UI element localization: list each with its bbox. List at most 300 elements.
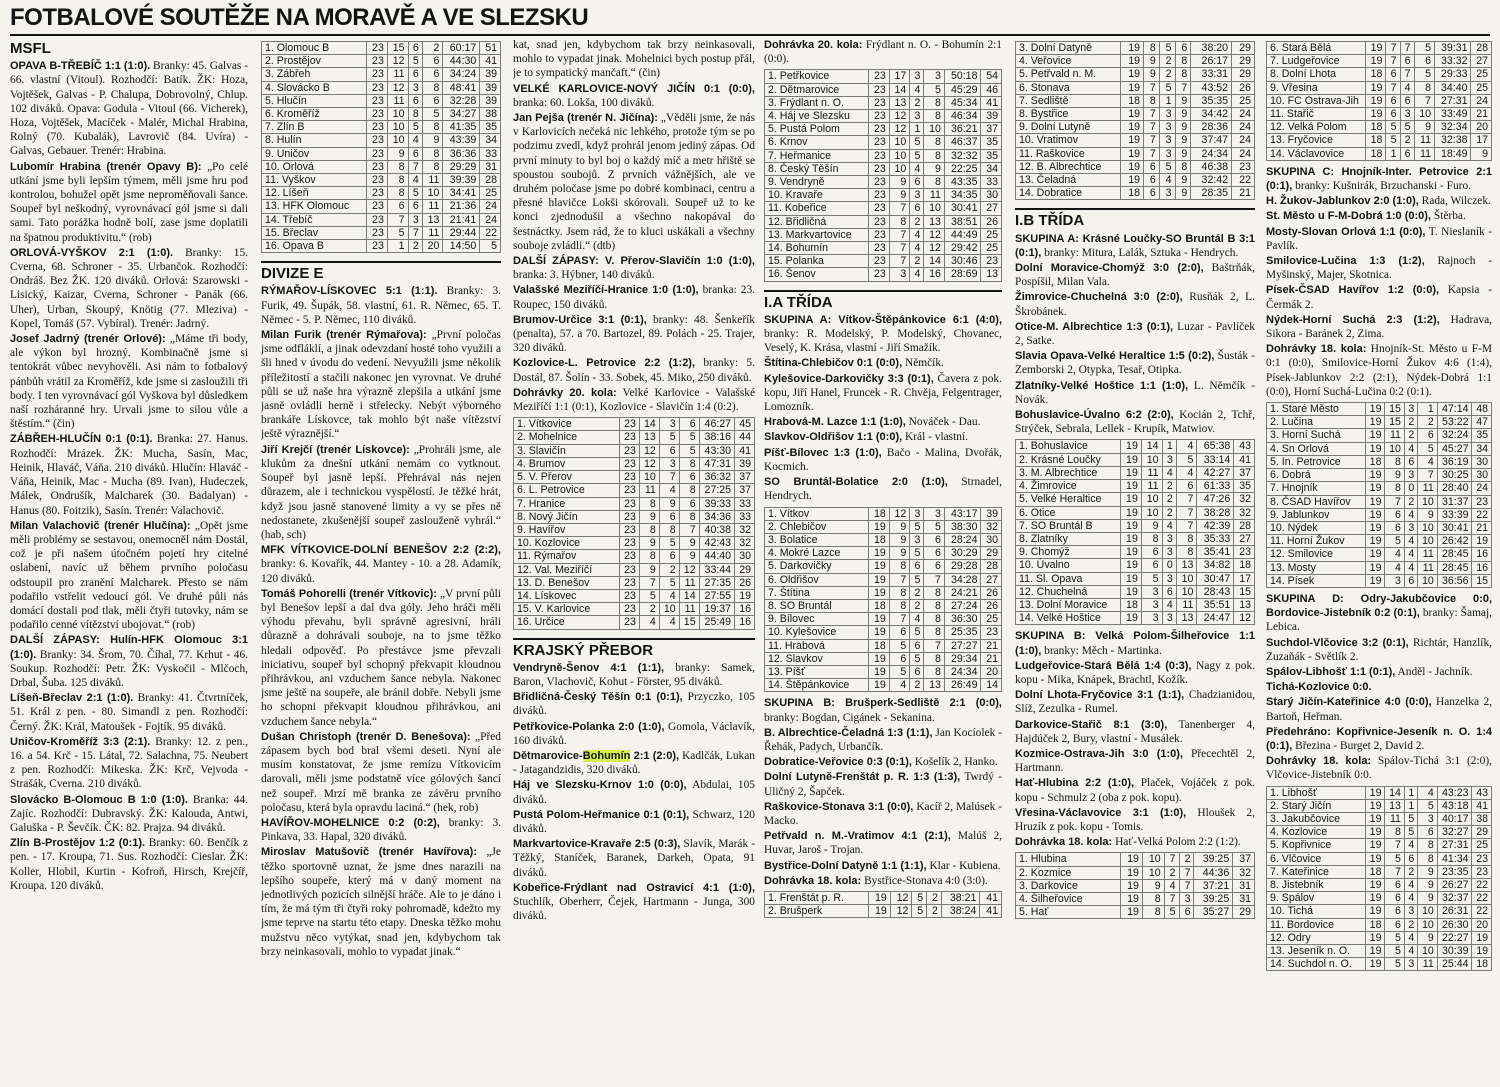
stat-cell: 3 bbox=[659, 418, 679, 431]
stat-cell: 10 bbox=[1176, 585, 1197, 598]
stat-cell: 16 bbox=[735, 603, 755, 616]
stat-cell: 11 bbox=[422, 200, 443, 213]
standings-table bbox=[764, 891, 1002, 918]
stat-cell: 18 bbox=[1366, 68, 1386, 81]
stat-cell: 19 bbox=[1121, 121, 1144, 134]
stat-cell: 42:39 bbox=[1197, 519, 1234, 532]
table-row bbox=[1267, 94, 1492, 107]
team-cell: 11. Hrabová bbox=[765, 639, 869, 652]
match-lead: H. Žukov-Jablunkov 2:0 (1:0), bbox=[1266, 195, 1419, 208]
match-lead: Slavia Opava-Velké Heraltice 1:5 (0:2), bbox=[1015, 350, 1215, 363]
stat-cell: 35 bbox=[981, 136, 1002, 149]
stat-cell: 11 bbox=[1385, 812, 1404, 825]
team-cell: 13. Jeseník n. O. bbox=[1267, 945, 1366, 958]
stat-cell: 19 bbox=[1366, 561, 1385, 574]
stat-cell: 9 bbox=[1418, 878, 1437, 891]
match-lead: ORLOVÁ-VYŠKOV 2:1 (1:0). bbox=[10, 246, 174, 259]
stat-cell: 3 bbox=[1162, 612, 1176, 625]
stat-cell: 39 bbox=[981, 110, 1002, 123]
stat-cell: 7 bbox=[1385, 839, 1404, 852]
stat-cell: 17 bbox=[889, 70, 910, 83]
table-row bbox=[1267, 548, 1492, 561]
stat-cell: 31 bbox=[1233, 879, 1255, 892]
stat-cell: 7 bbox=[408, 226, 422, 239]
article-paragraph bbox=[1015, 835, 1255, 849]
stat-cell: 26:17 bbox=[1191, 55, 1232, 68]
table-row bbox=[262, 200, 501, 213]
stat-cell: 19 bbox=[1121, 440, 1142, 453]
stat-cell: 7 bbox=[1400, 42, 1414, 55]
table-row bbox=[1267, 403, 1492, 416]
table-row bbox=[1016, 81, 1255, 94]
stat-cell: 4 bbox=[1404, 945, 1417, 958]
stat-cell: 23 bbox=[620, 418, 640, 431]
stat-cell: 23:35 bbox=[1437, 865, 1472, 878]
team-cell: 3. Jakubčovice bbox=[1267, 812, 1366, 825]
article-paragraph bbox=[513, 386, 755, 414]
stat-cell: 41:35 bbox=[443, 121, 480, 134]
stat-cell: 3 bbox=[1141, 598, 1162, 611]
article-text: Košelík 2, Hanko. bbox=[911, 756, 998, 769]
stat-cell: 9 bbox=[659, 497, 679, 510]
stat-cell: 19 bbox=[1121, 506, 1142, 519]
stat-cell: 23 bbox=[869, 228, 890, 241]
stat-cell: 20 bbox=[1472, 918, 1492, 931]
match-lead: SKUPINA A: Vítkov-Štěpánkovice 6:1 (4:0), bbox=[764, 313, 1002, 326]
match-lead: Dolní Lutyně-Frenštát p. R. 1:3 (1:3), bbox=[764, 771, 961, 784]
stat-cell: 7 bbox=[1176, 506, 1197, 519]
table-row bbox=[514, 576, 755, 589]
stat-cell: 8 bbox=[387, 187, 408, 200]
stat-cell: 19 bbox=[1121, 42, 1144, 55]
stat-cell: 9 bbox=[422, 134, 443, 147]
stat-cell: 19 bbox=[1366, 839, 1385, 852]
article-paragraph bbox=[10, 519, 248, 633]
stat-cell: 46:37 bbox=[944, 136, 981, 149]
stat-cell: 2 bbox=[1162, 480, 1176, 493]
stat-cell: 48 bbox=[1472, 403, 1492, 416]
team-cell: 6. Dobrá bbox=[1267, 469, 1366, 482]
stat-cell: 26 bbox=[981, 599, 1002, 612]
stat-cell: 11 bbox=[1141, 466, 1162, 479]
stat-cell: 6 bbox=[659, 550, 679, 563]
stat-cell: 21 bbox=[981, 652, 1002, 665]
article-text: Kapsia - Čermák 2. bbox=[1266, 284, 1492, 311]
stat-cell: 10 bbox=[387, 121, 408, 134]
stat-cell: 7 bbox=[1414, 94, 1434, 107]
stat-cell: 2 bbox=[1404, 416, 1417, 429]
stat-cell: 8 bbox=[1418, 852, 1437, 865]
stat-cell: 15 bbox=[679, 616, 699, 629]
table-row bbox=[1016, 853, 1255, 866]
stat-cell: 4 bbox=[1418, 455, 1437, 468]
stat-cell: 43:18 bbox=[1437, 799, 1472, 812]
article-text: Hloušek 2, Hruzík z pok. kopu - Tomis. bbox=[1015, 806, 1255, 833]
match-lead: Předehráno: Kopřivnice-Jeseník n. O. 1:4 (0:1), bbox=[1266, 725, 1492, 752]
stat-cell: 19 bbox=[1366, 892, 1385, 905]
stat-cell: 10 bbox=[1418, 905, 1437, 918]
stat-cell: 3 bbox=[1162, 546, 1176, 559]
match-lead: Petřkovice-Polanka 2:0 (1:0), bbox=[513, 720, 665, 733]
stat-cell: 9 bbox=[1175, 108, 1191, 121]
stat-cell: 29:42 bbox=[944, 242, 981, 255]
stat-cell: 34 bbox=[981, 162, 1002, 175]
table-row bbox=[1267, 416, 1492, 429]
stat-cell: 9 bbox=[1471, 147, 1492, 160]
table-row bbox=[765, 573, 1002, 586]
article-paragraph bbox=[1015, 261, 1255, 289]
stat-cell: 1 bbox=[1386, 147, 1400, 160]
match-lead: HAVÍŘOV-MOHELNICE 0:2 (0:2), bbox=[261, 816, 440, 829]
article-text: branky: Kušnirák, Brzuchanski - Furo. bbox=[1292, 180, 1472, 193]
team-cell: 7. Sedliště bbox=[1016, 94, 1121, 107]
stat-cell: 21 bbox=[981, 639, 1002, 652]
standings-table bbox=[513, 417, 755, 629]
stat-cell: 19 bbox=[1366, 931, 1385, 944]
stat-cell: 23 bbox=[620, 444, 640, 457]
table-row bbox=[765, 626, 1002, 639]
table-row bbox=[1267, 42, 1492, 55]
article-text: branky: 48. Šenkeřík (penalta), 57. a 70. Bartozel, 89. Polách - 25. Trajer, 320 diváků. bbox=[513, 313, 755, 355]
stat-cell: 47:31 bbox=[699, 457, 734, 470]
team-cell: 4. Háj ve Slezsku bbox=[765, 110, 869, 123]
stat-cell: 8 bbox=[1385, 826, 1404, 839]
stat-cell: 25:49 bbox=[699, 616, 734, 629]
table-row bbox=[262, 213, 501, 226]
stat-cell: 21:41 bbox=[443, 213, 480, 226]
article-paragraph bbox=[1015, 320, 1255, 348]
stat-cell: 32 bbox=[735, 523, 755, 536]
table-row bbox=[1267, 786, 1492, 799]
stat-cell: 8 bbox=[1144, 94, 1160, 107]
stat-cell: 13 bbox=[422, 213, 443, 226]
article-paragraph bbox=[1266, 695, 1492, 723]
article-paragraph bbox=[513, 313, 755, 356]
stat-cell: 7 bbox=[1385, 865, 1404, 878]
stat-cell: 3 bbox=[1162, 532, 1176, 545]
stat-cell: 23 bbox=[1472, 865, 1492, 878]
article-text: „Po celé utkání jsme byli lepším týmem, měli jsme hru pod kontrolou, bohužel opět jsme neproměňovali šance. Soupeř byl neškodný, vyrovnávací gól jsme si dali sami. Tato porážka hodně bolí, zase jsme doplatili na špatnou produktivitu.“ (rob) bbox=[10, 160, 248, 244]
stat-cell: 23 bbox=[869, 149, 890, 162]
table-row bbox=[765, 215, 1002, 228]
stat-cell: 34:36 bbox=[699, 510, 734, 523]
stat-cell: 19 bbox=[1366, 94, 1386, 107]
stat-cell: 7 bbox=[1386, 55, 1400, 68]
stat-cell: 16 bbox=[924, 268, 945, 281]
stat-cell: 6 bbox=[422, 94, 443, 107]
match-lead: Slovácko B-Olomouc B 1:0 (1:0). bbox=[10, 793, 188, 806]
stat-cell: 7 bbox=[1144, 81, 1160, 94]
stat-cell: 2 bbox=[910, 599, 924, 612]
stat-cell: 8 bbox=[1142, 892, 1164, 905]
table-row bbox=[765, 123, 1002, 136]
stat-cell: 13 bbox=[1176, 612, 1197, 625]
article-text: Rajnoch - Myšinský, Majer, Skotnica. bbox=[1266, 255, 1492, 282]
stat-cell: 18:49 bbox=[1435, 147, 1471, 160]
stat-cell: 19 bbox=[1366, 469, 1385, 482]
match-lead: Starý Jičín-Kateřinice 4:0 (0:0), bbox=[1266, 696, 1432, 709]
stat-cell: 19 bbox=[869, 905, 891, 918]
stat-cell: 7 bbox=[889, 202, 910, 215]
stat-cell: 29:33 bbox=[1435, 68, 1471, 81]
stat-cell: 5 bbox=[1404, 812, 1417, 825]
article-paragraph bbox=[1266, 254, 1492, 282]
stat-cell: 19 bbox=[869, 652, 890, 665]
stat-cell: 48:41 bbox=[443, 81, 480, 94]
stat-cell: 15 bbox=[1234, 585, 1255, 598]
article-text: Hanzelka 2, Bartoň, Heřman. bbox=[1266, 696, 1492, 723]
match-lead: Markvartovice-Kravaře 2:5 (0:3), bbox=[513, 838, 681, 851]
stat-cell: 1 bbox=[387, 240, 408, 253]
stat-cell: 7 bbox=[1400, 68, 1414, 81]
stat-cell: 13 bbox=[924, 215, 945, 228]
team-cell: 10. Nýdek bbox=[1267, 521, 1366, 534]
stat-cell: 5 bbox=[889, 665, 910, 678]
article-text: branka: 23. Roupec, 150 diváků. bbox=[513, 284, 755, 311]
stat-cell: 6 bbox=[1385, 508, 1404, 521]
article-paragraph bbox=[261, 816, 501, 844]
article-paragraph bbox=[1015, 408, 1255, 436]
article-text: T. Nieslaník - Pavlík. bbox=[1266, 225, 1492, 252]
stat-cell: 1 bbox=[1418, 403, 1437, 416]
stat-cell: 2 bbox=[927, 891, 942, 904]
match-lead: SKUPINA B: Brušperk-Sedliště 2:1 (0:0), bbox=[764, 697, 1002, 710]
article-paragraph bbox=[513, 778, 755, 806]
stat-cell: 19 bbox=[1366, 482, 1385, 495]
article-paragraph bbox=[10, 246, 248, 331]
stat-cell: 34:41 bbox=[443, 187, 480, 200]
table-row bbox=[262, 81, 501, 94]
stat-cell: 4 bbox=[1385, 548, 1404, 561]
team-cell: 3. Dolní Datyně bbox=[1016, 42, 1121, 55]
article-paragraph bbox=[1015, 659, 1255, 687]
team-cell: 8. Zlatníky bbox=[1016, 532, 1121, 545]
match-lead: Kobeřice-Frýdlant nad Ostravicí 4:1 (1:0), bbox=[513, 881, 755, 894]
team-cell: 9. Bílovec bbox=[765, 613, 869, 626]
team-cell: 12. Smilovice bbox=[1267, 548, 1366, 561]
stat-cell: 11 bbox=[1414, 134, 1434, 147]
masthead bbox=[10, 4, 1490, 36]
stat-cell: 30 bbox=[735, 550, 755, 563]
stat-cell: 34:35 bbox=[944, 189, 981, 202]
stat-cell: 8 bbox=[1142, 906, 1164, 919]
stat-cell: 28:43 bbox=[1197, 585, 1234, 598]
stat-cell: 43:52 bbox=[1191, 81, 1232, 94]
stat-cell: 38:24 bbox=[941, 905, 979, 918]
article-paragraph bbox=[1015, 232, 1255, 260]
stat-cell: 19 bbox=[1121, 55, 1144, 68]
team-cell: 7. Hnojník bbox=[1267, 482, 1366, 495]
stat-cell: 8 bbox=[924, 136, 945, 149]
stat-cell: 4 bbox=[910, 83, 924, 96]
team-cell: 5. Hať bbox=[1016, 906, 1121, 919]
article-text: L. Němčík - Novák. bbox=[1015, 379, 1255, 406]
team-cell: 8. Dolní Lhota bbox=[1267, 68, 1366, 81]
stat-cell: 6 bbox=[1400, 94, 1414, 107]
team-cell: 4. Veřovice bbox=[1016, 55, 1121, 68]
stat-cell: 33 bbox=[735, 510, 755, 523]
team-cell: 8. Jistebník bbox=[1267, 878, 1366, 891]
stat-cell: 6 bbox=[1386, 68, 1400, 81]
table-row bbox=[1267, 892, 1492, 905]
match-lead: Bohuslavice-Úvalno 6:2 (2:0), bbox=[1015, 409, 1174, 422]
stat-cell: 30:47 bbox=[1197, 572, 1234, 585]
stat-cell: 10 bbox=[1385, 442, 1404, 455]
stat-cell: 44 bbox=[735, 431, 755, 444]
article-paragraph bbox=[1015, 806, 1255, 834]
stat-cell: 21:36 bbox=[443, 200, 480, 213]
stat-cell: 36:19 bbox=[1437, 455, 1472, 468]
stat-cell: 11 bbox=[1418, 548, 1437, 561]
stat-cell: 4 bbox=[910, 613, 924, 626]
stat-cell: 2 bbox=[659, 563, 679, 576]
match-lead: Břidličná-Český Těšín 0:1 (0:1), bbox=[513, 691, 683, 704]
stat-cell: 12 bbox=[890, 891, 912, 904]
stat-cell: 6 bbox=[1162, 585, 1176, 598]
stat-cell: 33:14 bbox=[1197, 453, 1234, 466]
stat-cell: 5 bbox=[924, 520, 945, 533]
article-paragraph bbox=[1015, 290, 1255, 318]
stat-cell: 10 bbox=[1418, 521, 1437, 534]
stat-cell: 27:55 bbox=[699, 589, 734, 602]
stat-cell: 23 bbox=[620, 484, 640, 497]
stat-cell: 19 bbox=[1366, 403, 1385, 416]
stat-cell: 18 bbox=[1121, 598, 1142, 611]
stat-cell: 23 bbox=[869, 123, 890, 136]
stat-cell: 22:27 bbox=[1437, 931, 1472, 944]
highlighted-team: Bohumín bbox=[582, 749, 631, 762]
article-text: Šusták - Zemborski 2, Otypka, Tesař, Otipka. bbox=[1015, 350, 1255, 377]
table-row bbox=[1016, 440, 1255, 453]
stat-cell: 14 bbox=[1385, 786, 1404, 799]
table-row bbox=[1267, 561, 1492, 574]
stat-cell: 4 bbox=[1159, 174, 1175, 187]
team-cell: 11. Vyškov bbox=[262, 174, 367, 187]
stat-cell: 7 bbox=[1385, 495, 1404, 508]
stat-cell: 40:17 bbox=[1437, 812, 1472, 825]
stat-cell: 4 bbox=[1404, 508, 1417, 521]
match-lead: Dolní Lhota-Fryčovice 3:1 (1:1), bbox=[1015, 689, 1185, 702]
team-cell: 9. Vendryně bbox=[765, 176, 869, 189]
stat-cell: 1 bbox=[1404, 786, 1417, 799]
team-cell: 8. Bystřice bbox=[1016, 108, 1121, 121]
team-cell: 15. Polanka bbox=[765, 255, 869, 268]
stat-cell: 5 bbox=[639, 589, 659, 602]
table-row bbox=[514, 457, 755, 470]
standings-table bbox=[1266, 786, 1492, 972]
stat-cell: 23 bbox=[1472, 495, 1492, 508]
stat-cell: 30 bbox=[1472, 455, 1492, 468]
stat-cell: 8 bbox=[924, 652, 945, 665]
stat-cell: 18 bbox=[1366, 918, 1385, 931]
stat-cell: 19 bbox=[1366, 429, 1385, 442]
table-row bbox=[765, 613, 1002, 626]
stat-cell: 5 bbox=[1164, 906, 1179, 919]
stat-cell: 5 bbox=[924, 83, 945, 96]
stat-cell: 6 bbox=[1175, 42, 1191, 55]
stat-cell: 38:16 bbox=[699, 431, 734, 444]
stat-cell: 47 bbox=[1472, 416, 1492, 429]
stat-cell: 19 bbox=[1121, 532, 1142, 545]
stat-cell: 14:50 bbox=[443, 240, 480, 253]
table-row bbox=[1267, 918, 1492, 931]
stat-cell: 61:33 bbox=[1197, 480, 1234, 493]
article-paragraph bbox=[764, 475, 1002, 503]
article-text: Kacíř 2, Malúsek - Macko. bbox=[764, 800, 1002, 827]
article-text: Tanenberger 4, Hajdúček 2, Bury, vlastní - Musálek. bbox=[1015, 718, 1255, 745]
stat-cell: 8 bbox=[889, 599, 910, 612]
stat-cell: 30:41 bbox=[1437, 521, 1472, 534]
stat-cell: 34:42 bbox=[1191, 108, 1232, 121]
match-lead: SKUPINA C: Hnojník-Inter. Petrovice 2:1 (0:1), bbox=[1266, 165, 1492, 193]
stat-cell: 41 bbox=[735, 444, 755, 457]
stat-cell: 9 bbox=[1142, 879, 1164, 892]
team-cell: 14. Písek bbox=[1267, 574, 1366, 587]
stat-cell: 3 bbox=[1141, 585, 1162, 598]
stat-cell: 29 bbox=[1232, 55, 1255, 68]
stat-cell: 4 bbox=[1164, 879, 1179, 892]
table-row bbox=[765, 110, 1002, 123]
stat-cell: 33:32 bbox=[1435, 55, 1471, 68]
team-cell: 8. Nový Jičín bbox=[514, 510, 620, 523]
stat-cell: 19 bbox=[1472, 535, 1492, 548]
stat-cell: 3 bbox=[1404, 469, 1417, 482]
table-row bbox=[765, 507, 1002, 520]
stat-cell: 23 bbox=[367, 240, 388, 253]
stat-cell: 8 bbox=[1176, 546, 1197, 559]
stat-cell: 27:27 bbox=[944, 639, 981, 652]
table-row bbox=[1267, 521, 1492, 534]
stat-cell: 21 bbox=[1472, 521, 1492, 534]
match-lead: Petřvald n. M.-Vratimov 4:1 (2:1), bbox=[764, 830, 951, 843]
stat-cell: 5 bbox=[659, 576, 679, 589]
team-cell: 4. Žimrovice bbox=[1016, 480, 1121, 493]
team-cell: 11. Raškovice bbox=[1016, 147, 1121, 160]
table-row bbox=[765, 136, 1002, 149]
stat-cell: 6 bbox=[1385, 905, 1404, 918]
stat-cell: 28:45 bbox=[1437, 561, 1472, 574]
stat-cell: 7 bbox=[1179, 879, 1194, 892]
table-row bbox=[1267, 799, 1492, 812]
stat-cell: 11 bbox=[924, 189, 945, 202]
article-text: branky: Samek, Baron, Vlachovič, Kohut - Förster, 95 diváků. bbox=[513, 661, 755, 688]
stat-cell: 10 bbox=[387, 134, 408, 147]
article-paragraph bbox=[513, 690, 755, 718]
stat-cell: 18 bbox=[869, 507, 890, 520]
stat-cell: 9 bbox=[1175, 187, 1191, 200]
article-text: Klar - Kubiena. bbox=[926, 859, 1001, 872]
stat-cell: 4 bbox=[1418, 786, 1437, 799]
stat-cell: 19 bbox=[1366, 799, 1385, 812]
article-text: Rada, Wilczek. bbox=[1418, 195, 1491, 208]
stat-cell: 32:28 bbox=[443, 94, 480, 107]
stat-cell: 14 bbox=[981, 679, 1002, 692]
stat-cell: 11 bbox=[1418, 561, 1437, 574]
stat-cell: 5 bbox=[1159, 42, 1175, 55]
stat-cell: 19 bbox=[1121, 480, 1142, 493]
stat-cell: 9 bbox=[1175, 147, 1191, 160]
table-row bbox=[765, 905, 1002, 918]
stat-cell: 7 bbox=[889, 255, 910, 268]
stat-cell: 5 bbox=[889, 639, 910, 652]
stat-cell: 5 bbox=[1385, 852, 1404, 865]
stat-cell: 5 bbox=[912, 891, 927, 904]
match-lead: Pustá Polom-Heřmanice 0:1 (0:1), bbox=[513, 808, 690, 821]
stat-cell: 4 bbox=[1404, 561, 1417, 574]
table-row bbox=[1016, 453, 1255, 466]
stat-cell: 24:34 bbox=[944, 665, 981, 678]
stat-cell: 5 bbox=[1159, 160, 1175, 173]
